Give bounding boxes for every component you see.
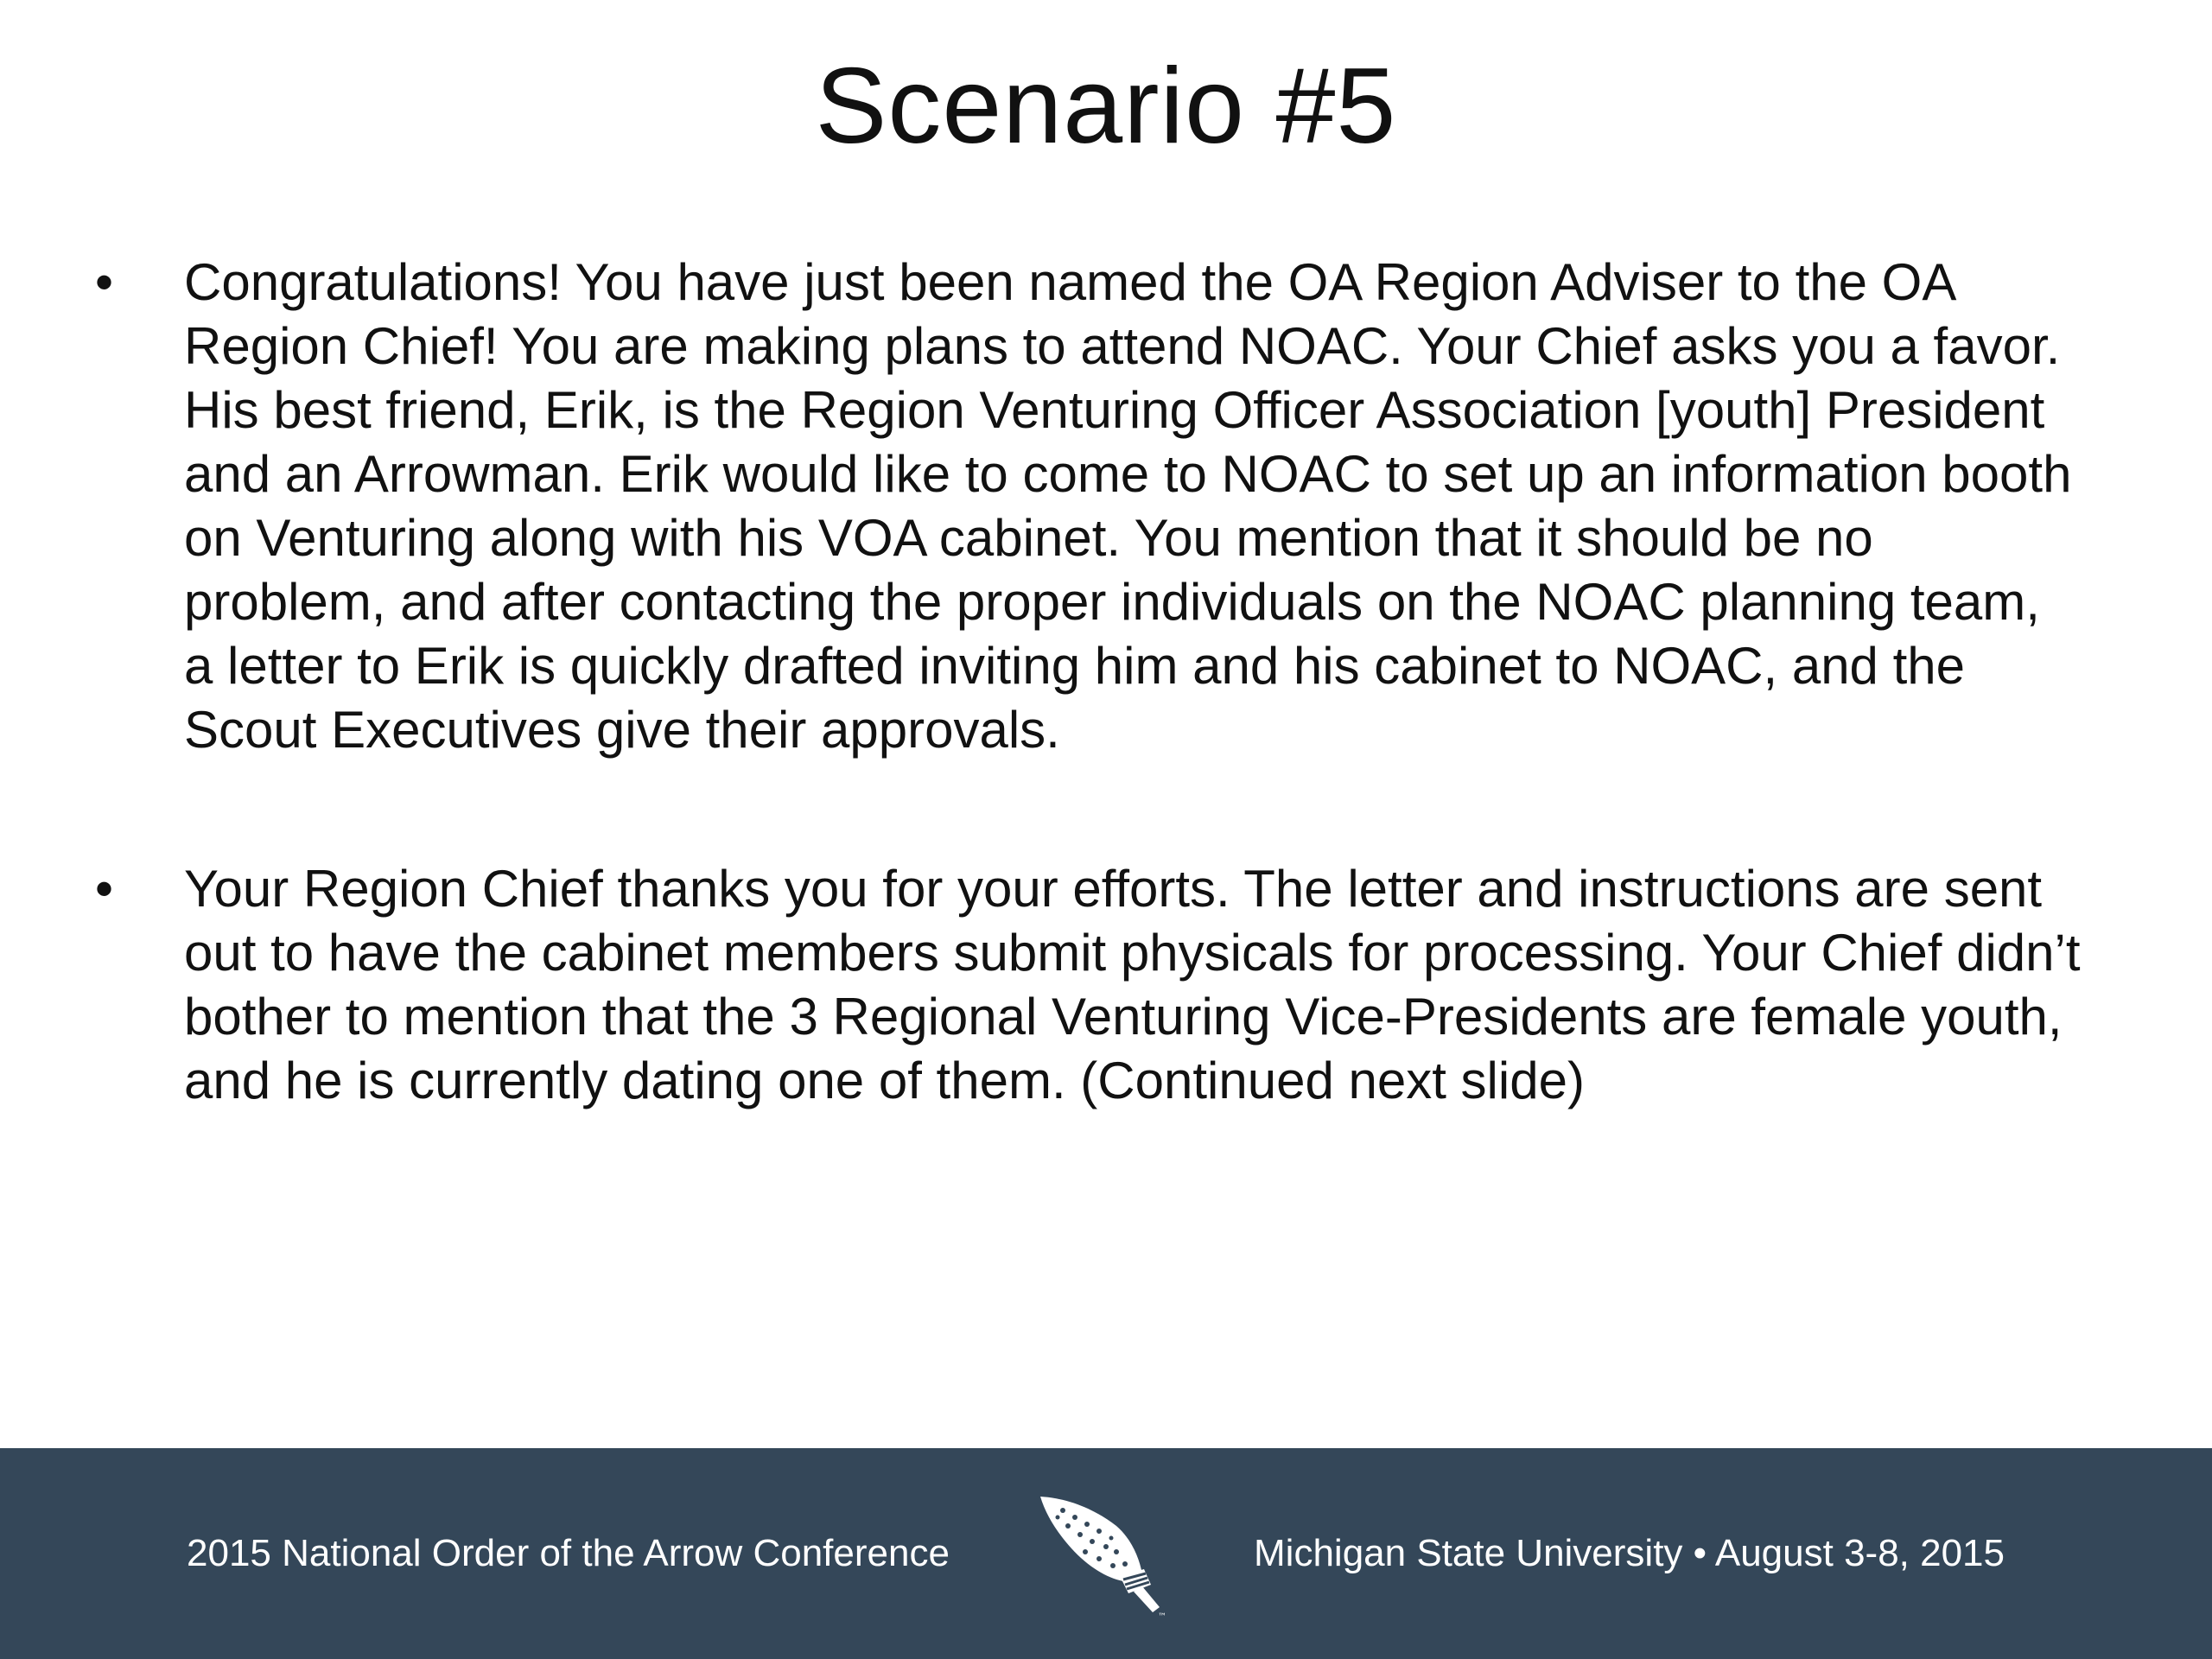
slide-title: Scenario #5 [815,47,1397,166]
bullet-marker: • [95,253,114,311]
bullet-marker: • [95,860,114,918]
bullet-item [95,251,2082,762]
bullet-item [95,857,2082,1113]
arrowhead-logo-icon [1033,1491,1172,1621]
footer-conference-name: 2015 National Order of the Arrow Conference [187,1532,950,1574]
footer-bar [0,1448,2212,1659]
bullet-list [95,251,2082,1113]
bullet-text: Your Region Chief thanks you for your efforts. The letter and instructions are sent out to have the cabinet members submit physicals for processing. Your Chief didn’t bother to mention that the 3 Regional Venturing Vice-Presidents are female youth, and he is currently dating one of them. (Continued next slide) [184,860,2081,1109]
svg-text:™: ™ [1158,1612,1166,1621]
bullet-text: Congratulations! You have just been named the OA Region Adviser to the OA Region Chief! You are making plans to attend NOAC. Your Chief asks you a favor. His best friend, Erik, is the Region Venturing Officer Association [youth] President and an Arrowman. Erik would like to come to NOAC to set up an information booth on Venturing along with his VOA cabinet. You mention that it should be no problem, and after contacting the proper individuals on the NOAC planning team, a letter to Erik is quickly drafted inviting him and his cabinet to NOAC, and the Scout Executives give their approvals. [184,253,2072,759]
footer-location-dates: Michigan State University • August 3-8, 2015 [1254,1532,2005,1574]
